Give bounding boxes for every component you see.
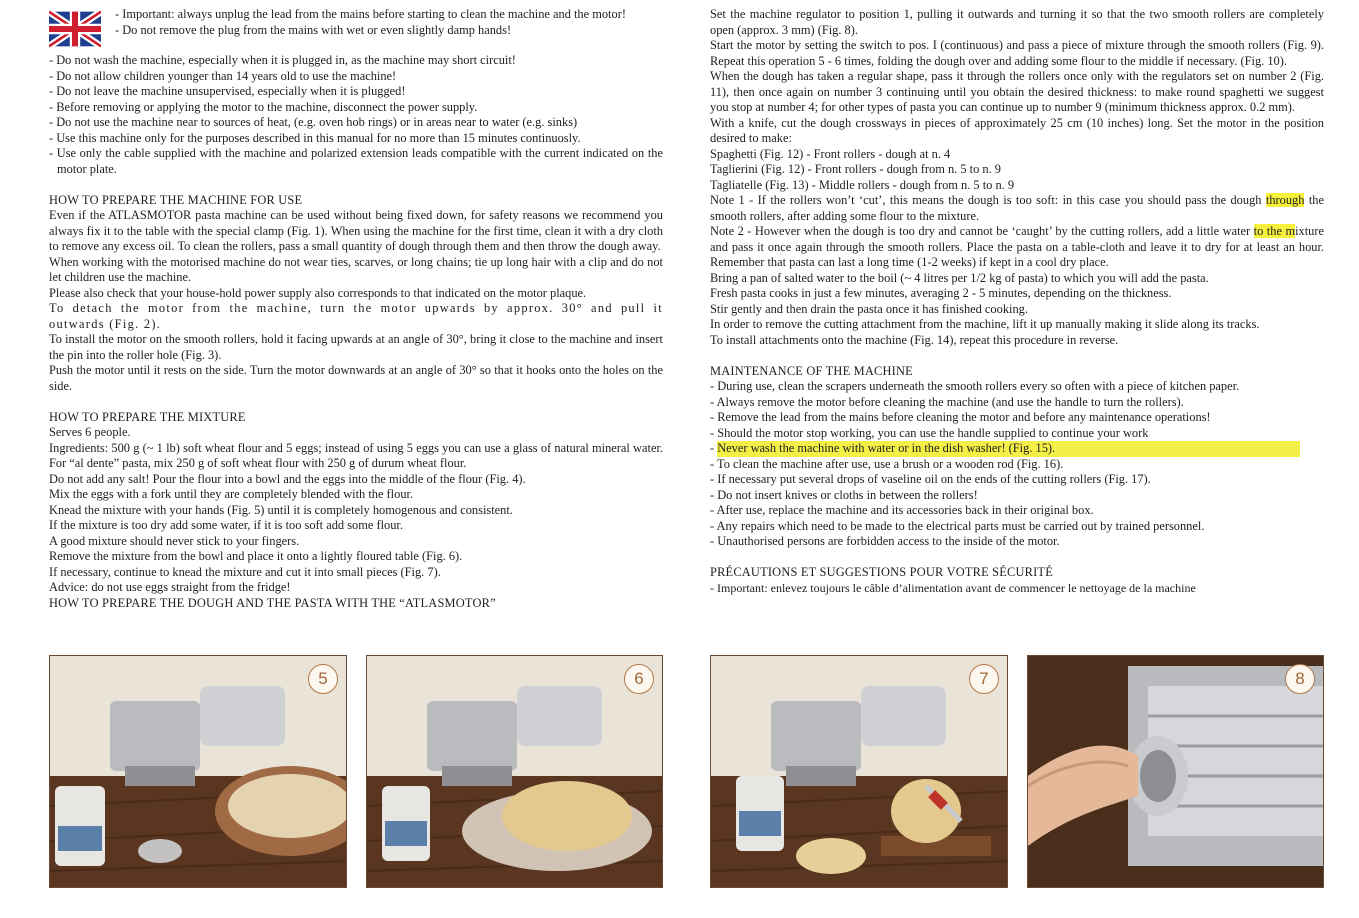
- section-heading: MAINTENANCE OF THE MACHINE: [710, 363, 913, 378]
- note-1-text: Note 1 - If the rollers won’t ‘cut’, this means the dough is too soft: in this case you should pass the dough: [710, 193, 1266, 207]
- paragraph: Start the motor by setting the switch to pos. I (continuous) and pass a piece of mixture through the smooth rollers (Fig. 9). Repeat this operation 5 - 6 times, folding the dough over and adding some flour to the middle if necessary. (Fig. 10).: [710, 38, 1324, 68]
- paragraph: Please also check that your house-hold power supply also corresponds to that indicated on the motor plaque.: [49, 285, 587, 300]
- note-2-text: Note 2 - However when the dough is too dry and cannot be ‘caught’ by the cutting rollers, add a little water: [710, 224, 1254, 238]
- french-warning-line: - Important: enlevez toujours le câble d’alimentation avant de commencer le nettoyage de la machine: [710, 580, 1196, 595]
- paragraph: To install the motor on the smooth rollers, hold it facing upwards at an angle of 30°, bring it close to the machine and insert the pin into the roller hole (Fig. 3).: [49, 332, 663, 362]
- figure-5-photo: [49, 655, 347, 888]
- paragraph: Knead the mixture with your hands (Fig. 5) until it is completely homogenous and consistent.: [49, 502, 513, 517]
- pasta-setting-line: Spaghetti (Fig. 12) - Front rollers - dough at n. 4: [710, 146, 951, 161]
- maintenance-item: - During use, clean the scrapers underneath the smooth rollers every so often with a piece of kitchen paper.: [710, 379, 1240, 393]
- warning-line: - Do not leave the machine unsupervised, especially when it is plugged!: [49, 84, 406, 98]
- paragraph: In order to remove the cutting attachment from the machine, lift it up manually making it slide along its tracks.: [710, 317, 1260, 331]
- figure-6-photo: [366, 655, 663, 888]
- maintenance-item: - If necessary put several drops of vaseline oil on the ends of the cutting rollers (Fig. 17).: [710, 472, 1151, 486]
- paragraph: Set the machine regulator to position 1, pulling it outwards and turning it so that the two smooth rollers are completely open (approx. 3 mm) (Fig. 8).: [710, 7, 1324, 37]
- text-highlight: to the m: [1253, 224, 1296, 238]
- maintenance-item: - Always remove the motor before cleaning the machine (and use the handle to turn the rollers).: [710, 394, 1184, 409]
- maintenance-item: - Unauthorised persons are forbidden access to the inside of the motor.: [710, 534, 1060, 548]
- paragraph: Remove the mixture from the bowl and place it onto a lightly floured table (Fig. 6).: [49, 549, 463, 563]
- list-dash: -: [710, 441, 718, 455]
- paragraph: Mix the eggs with a fork until they are completely blended with the flour.: [49, 487, 414, 501]
- note-1-text: the smooth rollers, after adding some flour to the mixture.: [710, 193, 1324, 223]
- section-heading: PRÉCAUTIONS ET SUGGESTIONS POUR VOTRE SÉCURITÉ: [710, 565, 1053, 579]
- paragraph: Fresh pasta cooks in just a few minutes, averaging 2 - 5 minutes, depending on the thickness.: [710, 286, 1172, 300]
- maintenance-item: - Should the motor stop working, you can use the handle supplied to continue your work: [710, 425, 1149, 440]
- warning-line: - Important: always unplug the lead from the mains before starting to clean the machine and the motor!: [115, 7, 626, 21]
- maintenance-item: - To clean the machine after use, use a brush or a wooden rod (Fig. 16).: [710, 456, 1064, 471]
- maintenance-item: - Any repairs which need to be made to the electrical parts must be carried out by trained personnel.: [710, 518, 1205, 533]
- paragraph: If the mixture is too dry add some water, if it is too soft add some flour.: [49, 518, 403, 532]
- warning-line: - Use only the cable supplied with the machine and polarized extension leads compatible with the current indicated on the motor plate.: [49, 146, 663, 176]
- paragraph: Advice: do not use eggs straight from the fridge!: [49, 580, 291, 594]
- figure-number-badge: 6: [624, 664, 654, 694]
- left-column: [49, 7, 663, 611]
- paragraph: Do not add any salt! Pour the flour into a bowl and the eggs into the middle of the flour (Fig. 4).: [49, 471, 526, 486]
- figure-number-badge: 5: [308, 664, 338, 694]
- note-2: [710, 224, 1324, 271]
- paragraph: Ingredients: 500 g (~ 1 lb) soft wheat flour and 5 eggs; instead of using 5 eggs you can use a glass of natural mineral water. For “al dente” pasta, mix 250 g of soft wheat flour with 250 g of durum wheat flour.: [49, 440, 663, 470]
- section-heading: HOW TO PREPARE THE MACHINE FOR USE: [49, 192, 303, 207]
- figure-number-badge: 7: [969, 664, 999, 694]
- uk-flag-icon: [49, 10, 101, 48]
- maintenance-item: - After use, replace the machine and its accessories back in their original box.: [710, 503, 1094, 517]
- pasta-setting-line: Taglierini (Fig. 12) - Front rollers - dough from n. 5 to n. 9: [710, 162, 1001, 176]
- warning-line: - Before removing or applying the motor to the machine, disconnect the power supply.: [49, 99, 478, 114]
- figure-number-badge: 8: [1285, 664, 1315, 694]
- paragraph: To detach the motor from the machine, turn the motor upwards by approx. 30° and pull it outwards (Fig. 2).: [49, 301, 663, 331]
- pasta-setting-line: Tagliatelle (Fig. 13) - Middle rollers - dough from n. 5 to n. 9: [710, 177, 1015, 192]
- warning-line: - Use this machine only for the purposes described in this manual for no more than 15 minutes continuosly.: [49, 130, 581, 145]
- section-heading: HOW TO PREPARE THE DOUGH AND THE PASTA WITH THE “ATLASMOTOR”: [49, 595, 496, 610]
- paragraph: Bring a pan of salted water to the boil (~ 4 litres per 1/2 kg of pasta) to which you will add the pasta.: [710, 270, 1209, 285]
- paragraph: Push the motor until it rests on the side. Turn the motor downwards at an angle of 30° so that it hooks onto the holes on the side.: [49, 363, 663, 393]
- section-heading: HOW TO PREPARE THE MIXTURE: [49, 409, 246, 424]
- figure-8-illustration: [1028, 656, 1324, 888]
- paragraph: When the dough has taken a regular shape, pass it through the rollers once only with the regulators set on number 2 (Fig. 11), then once again on number 3 continuing until you obtain the desired thickness: to make round spaghetti we suggest you stop at number 4; for other types of pasta you can continue up to number 9 (minimum thickness approx. 0.2 mm).: [710, 69, 1324, 114]
- maintenance-item: - Do not insert knives or cloths in between the rollers!: [710, 487, 978, 502]
- paragraph: Serves 6 people.: [49, 425, 131, 439]
- paragraph: Even if the ATLASMOTOR pasta machine can be used without being fixed down, for safety reasons we recommend you always fix it to the table with the special clamp (Fig. 1). When using the machine for the first time, clean it with a dry cloth to remove any excess oil. To clean the rollers, pass a small quantity of dough through them and then throw the dough away.: [49, 208, 663, 253]
- text-highlight: through: [1265, 193, 1305, 207]
- figure-6-illustration: [367, 656, 663, 888]
- maintenance-item-highlighted: [710, 441, 1324, 457]
- text-highlight: Never wash the machine with water or in the dish washer! (Fig. 15).: [717, 441, 1300, 457]
- paragraph: With a knife, cut the dough crossways in pieces of approximately 25 cm (10 inches) long. Set the motor in the position desired to make:: [710, 115, 1324, 145]
- figure-7-photo: [710, 655, 1008, 888]
- figure-8-photo: [1027, 655, 1324, 888]
- paragraph: To install attachments onto the machine (Fig. 14), repeat this procedure in reverse.: [710, 332, 1119, 347]
- figure-5-illustration: [50, 656, 347, 888]
- paragraph: If necessary, continue to knead the mixture and cut it into small pieces (Fig. 7).: [49, 564, 441, 579]
- note-1: [710, 193, 1324, 224]
- warning-line: - Do not use the machine near to sources of heat, (e.g. oven hob rings) or in areas near to water (e.g. sinks): [49, 115, 578, 129]
- paragraph: A good mixture should never stick to your fingers.: [49, 533, 300, 548]
- maintenance-item: - Remove the lead from the mains before cleaning the motor and before any maintenance operations!: [710, 410, 1211, 424]
- note-2-text: ixture and pass it once again through the smooth rollers. Place the pasta on a table-cloth and leave it to dry for at least an hour. Remember that pasta can last a long time (1-2 weeks) if kept in a cool dry place.: [710, 224, 1324, 269]
- paragraph: When working with the motorised machine do not wear ties, scarves, or long chains; tie up long hair with a clip and do not let children use the machine.: [49, 254, 663, 284]
- figure-7-illustration: [711, 656, 1008, 888]
- paragraph: Stir gently and then drain the pasta once it has finished cooking.: [710, 301, 1028, 316]
- right-column: [710, 7, 1324, 596]
- warning-line: - Do not wash the machine, especially when it is plugged in, as the machine may short circuit!: [49, 53, 516, 67]
- uk-warning-block: [49, 7, 663, 53]
- warning-line: - Do not allow children younger than 14 years old to use the machine!: [49, 68, 397, 83]
- warning-line: - Do not remove the plug from the mains with wet or even slightly damp hands!: [115, 22, 512, 37]
